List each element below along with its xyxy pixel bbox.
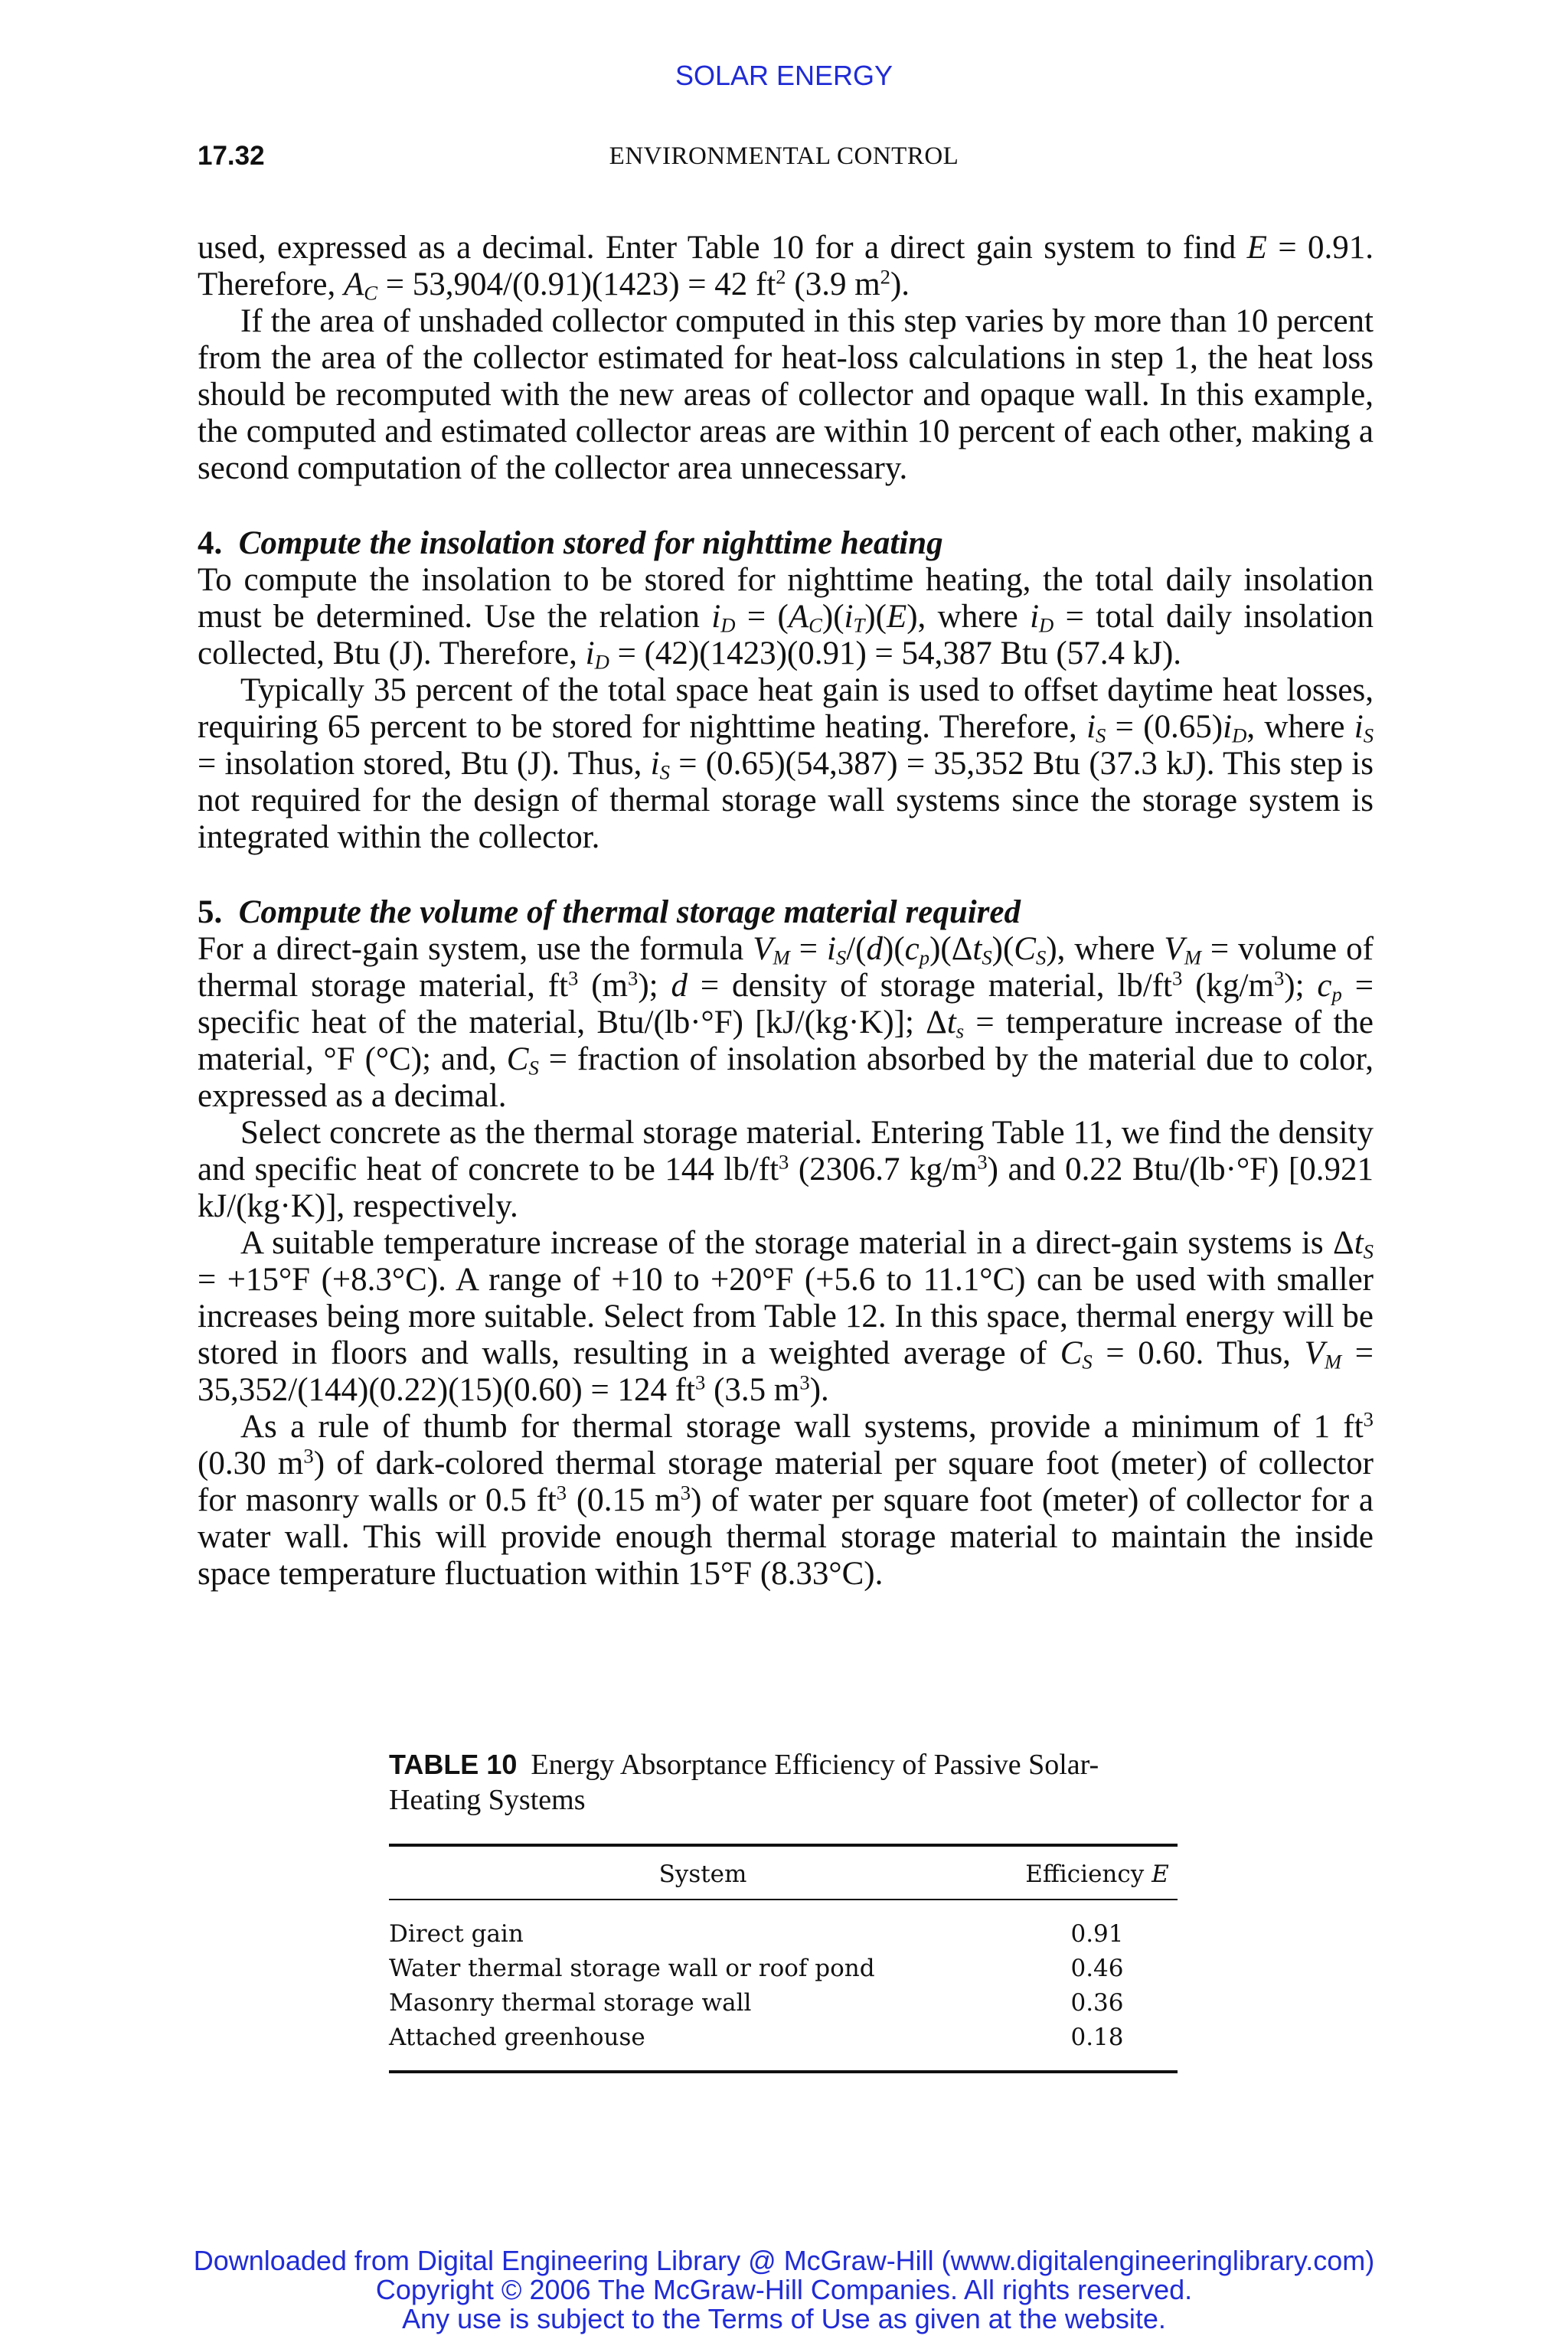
- column-header-efficiency: Efficiency E: [1025, 1860, 1169, 1888]
- paragraph-4: Typically 35 percent of the total space heat gain is used to offset daytime heat losses, requiring 65 percent to be stored for nighttime heating. Therefore, $i_S = (0.65)i_D$, where $i_S$ = insolation stored, Btu (J). Thus, $i_S = (0.65)(54,387) = 35,352$ Btu (37.3 kJ). This step is not required for the design of thermal storage wall systems since the storage system is integrated within the collector.: [198, 672, 1374, 855]
- system-cell: Masonry thermal storage wall: [389, 1989, 752, 2017]
- system-cell: Water thermal storage wall or roof pond: [389, 1955, 875, 1982]
- table-title: Energy Absorptance Efficiency of Passive Solar-Heating Systems: [389, 1749, 1099, 1816]
- footer-copyright-line: Copyright © 2006 The McGraw-Hill Companies. All rights reserved.: [375, 2274, 1193, 2305]
- paragraph-2: If the area of unshaded collector computed in this step varies by more than 10 percent from the area of the collector estimated for heat-loss calculations in step 1, the heat loss should be recomputed with the new areas of collector and opaque wall. In this example, the computed and estimated collector areas are within 10 percent of each other, making a second computation of the collector area unnecessary.: [198, 303, 1374, 486]
- download-footer: [0, 2246, 1568, 2334]
- section-title: ENVIRONMENTAL CONTROL: [609, 142, 959, 170]
- efficiency-table: [389, 1844, 1178, 2073]
- efficiency-cell: 0.91: [1070, 1920, 1124, 1948]
- page-number: 17.32: [198, 141, 265, 171]
- column-header-system: System: [658, 1860, 747, 1888]
- step-4-heading: 4. Compute the insolation stored for nighttime heating: [198, 525, 943, 561]
- table-caption: [389, 1747, 1178, 1818]
- efficiency-cell: 0.18: [1070, 2024, 1124, 2051]
- efficiency-cell: 0.46: [1070, 1955, 1124, 1982]
- paragraph-7: A suitable temperature increase of the storage material in a direct-gain systems is $\Delta t_S = +15^\circ F$ (+8.3°C). A range of +10 to +20°F (+5.6 to 11.1°C) can be used with smaller increases being more suitable. Select from Table 12. In this space, thermal energy will be stored in floors and walls, resulting in a weighted average of $C_S = 0.60$. Thus, $V_M = 35,352/(144)(0.22)(15)(0.60) = 124$ $ft^3$ (3.5 $m^3$).: [198, 1225, 1374, 1408]
- paragraph-1: used, expressed as a decimal. Enter Table 10 for a direct gain system to find E = 0.91. Therefore, $A_C = 53,904/(0.91)(1423) = 42$ $ft^2$ (3.9 $m^2$).: [198, 230, 1374, 305]
- table-header-row: [389, 1845, 1178, 1900]
- table-row: [389, 2020, 1178, 2072]
- running-head: SOLAR ENERGY: [675, 60, 893, 91]
- table-label: TABLE 10: [389, 1749, 518, 1780]
- table-row: [389, 1952, 1178, 1986]
- table-10: [389, 1747, 1178, 2073]
- paragraph-3: To compute the insolation to be stored for nighttime heating, the total daily insolation must be determined. Use the relation $i_D = (A_C)(i_T)(E)$, where $i_D$ = total daily insolation collected, Btu (J). Therefore, $i_D = (42)(1423)(0.91) = 54,387$ Btu (57.4 kJ).: [198, 562, 1374, 674]
- paragraph-8: As a rule of thumb for thermal storage wall systems, provide a minimum of 1 $ft^3$ (0.30 $m^3$) of dark-colored thermal storage material per square foot (meter) of collector for masonry walls or 0.5 $ft^3$ (0.15 $m^3$) of water per square foot (meter) of collector for a water wall. This will provide enough thermal storage material to maintain the inside space temperature fluctuation within 15°F (8.33°C).: [198, 1407, 1374, 1592]
- paragraph-5: For a direct-gain system, use the formula $V_M = i_S/(d)(c_p)(\Delta t_S)(C_S)$, where $V_M$ = volume of thermal storage material, $ft^3$ $(m^3)$; d = density of storage material, $lb/ft^3$ $(kg/m^3)$; $c_p$ = specific heat of the material, Btu/(lb·°F) [kJ/(kg·K)]; $\Delta t_s$ = temperature increase of the material, °F (°C); and, $C_S$ = fraction of insolation absorbed by the material due to color, expressed as a decimal.: [198, 931, 1374, 1114]
- step-5-heading: 5. Compute the volume of thermal storage material required: [198, 894, 1021, 930]
- paragraph-6: Select concrete as the thermal storage material. Entering Table 11, we find the density and specific heat of concrete to be 144 $lb/ft^3$ (2306.7 $kg/m^3$) and 0.22 Btu/(lb·°F) [0.921 kJ/(kg·K)], respectively.: [198, 1115, 1374, 1224]
- table-row: [389, 1900, 1178, 1952]
- body-text: [198, 230, 1374, 1592]
- system-cell: Attached greenhouse: [389, 2024, 645, 2051]
- system-cell: Direct gain: [389, 1920, 524, 1948]
- footer-download-line: Downloaded from Digital Engineering Library @ McGraw-Hill (www.digitalengineeringlibrary.com): [193, 2245, 1375, 2276]
- efficiency-cell: 0.36: [1070, 1989, 1124, 2017]
- footer-terms-line: Any use is subject to the Terms of Use as given at the website.: [402, 2303, 1166, 2334]
- table-row: [389, 1986, 1178, 2020]
